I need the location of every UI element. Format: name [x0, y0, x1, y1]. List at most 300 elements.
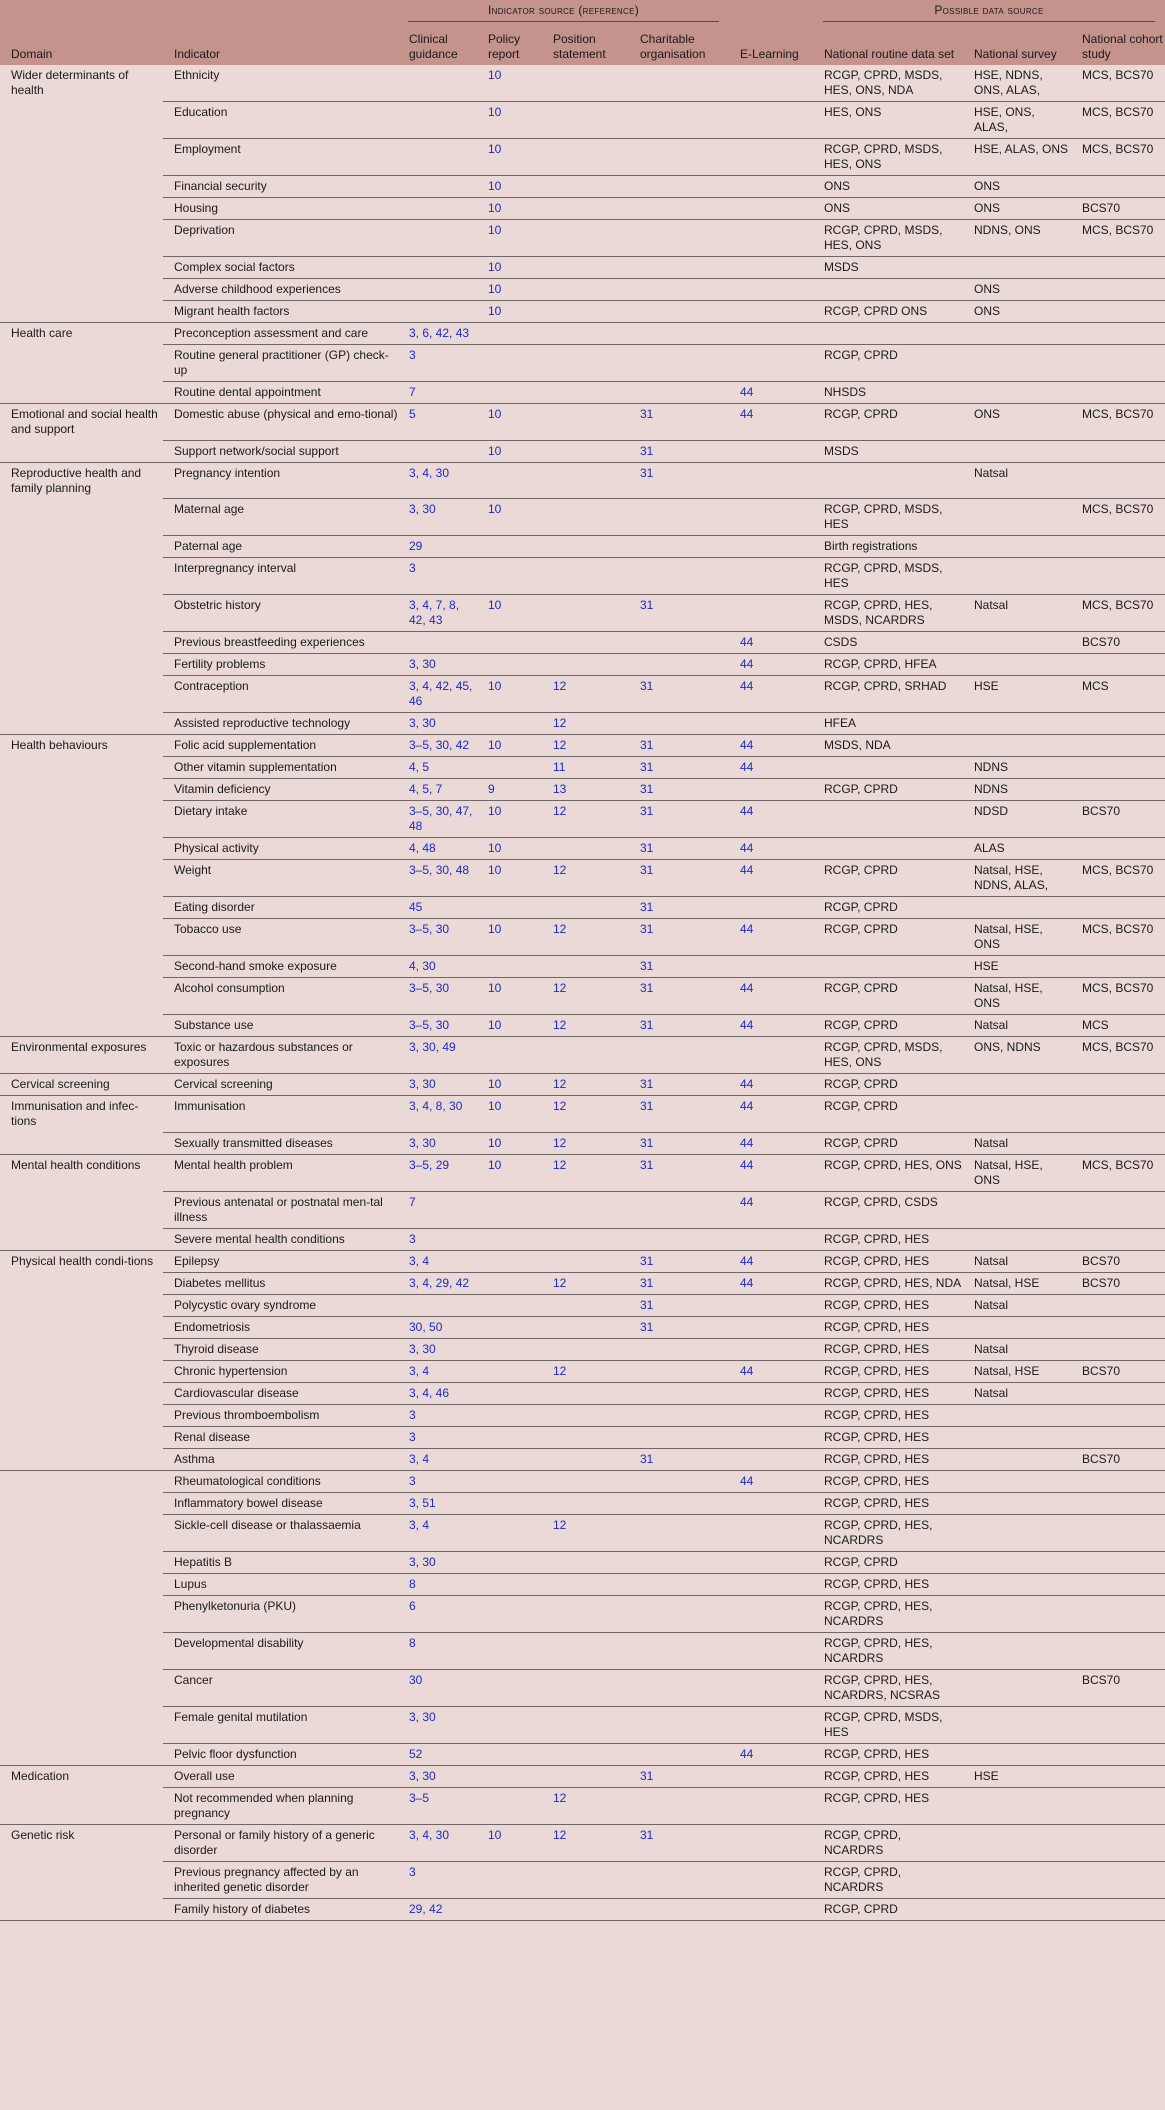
- policy-report-cell: [477, 382, 542, 404]
- domain-cell: [0, 220, 163, 257]
- clinical-guidance-cell: 3, 6, 42, 43: [398, 323, 477, 345]
- clinical-guidance-cell: 45: [398, 897, 477, 919]
- table-row: [0, 919, 1165, 956]
- national-routine-data-cell: RCGP, CPRD, MSDS, HES: [813, 1706, 963, 1743]
- e-learning-cell: [729, 176, 813, 198]
- table-row: [0, 838, 1165, 860]
- charitable-organisation-cell: [629, 1514, 729, 1551]
- e-learning-cell: 44: [729, 1015, 813, 1037]
- e-learning-cell: [729, 1492, 813, 1514]
- national-routine-data-cell: RCGP, CPRD, HES: [813, 1470, 963, 1492]
- charitable-organisation-cell: 31: [629, 1096, 729, 1133]
- domain-cell: [0, 139, 163, 176]
- national-routine-data-cell: RCGP, CPRD, HES, MSDS, NCARDRS: [813, 595, 963, 632]
- clinical-guidance-cell: 4, 48: [398, 838, 477, 860]
- clinical-guidance-cell: 7: [398, 382, 477, 404]
- table-row: [0, 102, 1165, 139]
- position-statement-cell: [542, 1573, 629, 1595]
- indicator-cell: Adverse childhood experiences: [163, 279, 398, 301]
- national-routine-data-cell: RCGP, CPRD, HES: [813, 1228, 963, 1250]
- national-survey-cell: [963, 323, 1071, 345]
- charitable-organisation-cell: 31: [629, 860, 729, 897]
- national-cohort-cell: MCS, BCS70: [1071, 139, 1165, 176]
- national-routine-data-cell: RCGP, CPRD, HES: [813, 1765, 963, 1787]
- charitable-organisation-cell: [629, 1573, 729, 1595]
- charitable-organisation-cell: 31: [629, 404, 729, 441]
- national-routine-data-cell: RCGP, CPRD, HES: [813, 1404, 963, 1426]
- policy-report-cell: [477, 1551, 542, 1573]
- national-survey-cell: Natsal: [963, 1382, 1071, 1404]
- charitable-organisation-cell: 31: [629, 735, 729, 757]
- national-cohort-cell: MCS, BCS70: [1071, 102, 1165, 139]
- indicator-cell: Dietary intake: [163, 801, 398, 838]
- national-survey-cell: Natsal, HSE, NDNS, ALAS,: [963, 860, 1071, 897]
- charitable-organisation-cell: [629, 1706, 729, 1743]
- policy-report-cell: [477, 536, 542, 558]
- domain-cell: [0, 102, 163, 139]
- national-survey-cell: HSE: [963, 956, 1071, 978]
- national-routine-data-cell: ONS: [813, 176, 963, 198]
- clinical-guidance-cell: 3, 30, 49: [398, 1037, 477, 1074]
- table-row: [0, 897, 1165, 919]
- national-cohort-cell: MCS, BCS70: [1071, 499, 1165, 536]
- national-routine-data-cell: RCGP, CPRD, MSDS, HES, ONS: [813, 1037, 963, 1074]
- national-routine-data-cell: RCGP, CPRD, HES: [813, 1294, 963, 1316]
- national-routine-data-cell: RCGP, CPRD, MSDS, HES: [813, 558, 963, 595]
- national-cohort-cell: [1071, 1573, 1165, 1595]
- national-routine-data-cell: RCGP, CPRD, HES: [813, 1360, 963, 1382]
- policy-report-cell: [477, 462, 542, 499]
- domain-cell: [0, 919, 163, 956]
- charitable-organisation-cell: [629, 1404, 729, 1426]
- indicator-cell: Financial security: [163, 176, 398, 198]
- charitable-organisation-cell: 31: [629, 1154, 729, 1191]
- national-cohort-cell: [1071, 1470, 1165, 1492]
- national-cohort-cell: MCS, BCS70: [1071, 65, 1165, 102]
- policy-report-cell: [477, 897, 542, 919]
- charitable-organisation-cell: [629, 1360, 729, 1382]
- policy-report-cell: [477, 1765, 542, 1787]
- national-cohort-cell: [1071, 897, 1165, 919]
- policy-report-cell: 10: [477, 220, 542, 257]
- national-survey-cell: [963, 345, 1071, 382]
- table-row: [0, 1595, 1165, 1632]
- policy-report-cell: [477, 1448, 542, 1470]
- e-learning-cell: [729, 1404, 813, 1426]
- e-learning-cell: [729, 1861, 813, 1898]
- policy-report-cell: 10: [477, 1096, 542, 1133]
- national-routine-data-cell: [813, 757, 963, 779]
- position-statement-cell: 12: [542, 1074, 629, 1096]
- table-row: [0, 1316, 1165, 1338]
- indicator-cell: Routine dental appointment: [163, 382, 398, 404]
- policy-report-cell: [477, 1669, 542, 1706]
- e-learning-cell: [729, 1228, 813, 1250]
- national-routine-data-cell: RCGP, CPRD: [813, 1015, 963, 1037]
- national-routine-data-cell: RCGP, CPRD: [813, 1551, 963, 1573]
- position-statement-cell: [542, 139, 629, 176]
- domain-cell: [0, 897, 163, 919]
- national-routine-data-cell: RCGP, CPRD: [813, 345, 963, 382]
- position-statement-cell: [542, 176, 629, 198]
- charitable-organisation-cell: [629, 1861, 729, 1898]
- domain-cell: [0, 499, 163, 536]
- national-survey-cell: ONS, NDNS: [963, 1037, 1071, 1074]
- domain-cell: [0, 1338, 163, 1360]
- charitable-organisation-cell: [629, 1228, 729, 1250]
- national-routine-data-cell: RCGP, CPRD, HES: [813, 1426, 963, 1448]
- policy-report-cell: 10: [477, 198, 542, 220]
- indicator-cell: Endometriosis: [163, 1316, 398, 1338]
- table-row: [0, 956, 1165, 978]
- national-survey-cell: [963, 1551, 1071, 1573]
- national-survey-cell: [963, 1096, 1071, 1133]
- clinical-guidance-cell: 3, 4: [398, 1250, 477, 1272]
- national-routine-data-cell: RCGP, CPRD, MSDS, HES, ONS: [813, 139, 963, 176]
- position-statement-cell: [542, 956, 629, 978]
- national-cohort-cell: [1071, 382, 1165, 404]
- national-survey-cell: [963, 1595, 1071, 1632]
- e-learning-cell: 44: [729, 654, 813, 676]
- charitable-organisation-cell: 31: [629, 838, 729, 860]
- charitable-organisation-cell: [629, 1382, 729, 1404]
- indicator-cell: Maternal age: [163, 499, 398, 536]
- charitable-organisation-cell: 31: [629, 1294, 729, 1316]
- domain-cell: Cervical screening: [0, 1074, 163, 1096]
- indicator-cell: Severe mental health conditions: [163, 1228, 398, 1250]
- national-survey-cell: [963, 558, 1071, 595]
- national-routine-data-cell: RCGP, CPRD, NCARDRS: [813, 1824, 963, 1861]
- table-row: [0, 595, 1165, 632]
- table-row: [0, 713, 1165, 735]
- e-learning-cell: 44: [729, 1074, 813, 1096]
- charitable-organisation-cell: 31: [629, 440, 729, 462]
- charitable-organisation-cell: 31: [629, 1250, 729, 1272]
- indicator-cell: Pelvic floor dysfunction: [163, 1743, 398, 1765]
- e-learning-cell: [729, 595, 813, 632]
- national-survey-cell: [963, 536, 1071, 558]
- clinical-guidance-cell: 3, 30: [398, 1132, 477, 1154]
- table-row: [0, 382, 1165, 404]
- policy-report-cell: 10: [477, 919, 542, 956]
- position-statement-cell: [542, 1706, 629, 1743]
- national-cohort-cell: [1071, 1096, 1165, 1133]
- domain-cell: [0, 1316, 163, 1338]
- e-learning-cell: 44: [729, 978, 813, 1015]
- charitable-organisation-cell: [629, 713, 729, 735]
- position-statement-cell: 12: [542, 1015, 629, 1037]
- indicator-cell: Contraception: [163, 676, 398, 713]
- charitable-organisation-cell: [629, 220, 729, 257]
- national-routine-data-cell: RCGP, CPRD, HES, NDA: [813, 1272, 963, 1294]
- charitable-organisation-cell: [629, 1191, 729, 1228]
- national-cohort-cell: BCS70: [1071, 1250, 1165, 1272]
- clinical-guidance-cell: [398, 440, 477, 462]
- national-survey-cell: [963, 1426, 1071, 1448]
- domain-cell: [0, 676, 163, 713]
- e-learning-cell: [729, 1824, 813, 1861]
- domain-cell: Genetic risk: [11, 1827, 75, 1842]
- national-survey-cell: [963, 897, 1071, 919]
- domain-cell: [0, 1787, 163, 1824]
- national-cohort-cell: [1071, 301, 1165, 323]
- clinical-guidance-cell: 3–5, 29: [398, 1154, 477, 1191]
- table-row: [0, 279, 1165, 301]
- domain-cell: [0, 1743, 163, 1765]
- policy-report-cell: 10: [477, 1074, 542, 1096]
- national-routine-data-cell: RCGP, CPRD, HES, NCARDRS: [813, 1514, 963, 1551]
- clinical-guidance-cell: [398, 301, 477, 323]
- table-row: [0, 676, 1165, 713]
- national-survey-cell: [963, 1743, 1071, 1765]
- policy-report-cell: 10: [477, 65, 542, 102]
- clinical-guidance-cell: 3–5: [398, 1787, 477, 1824]
- e-learning-cell: [729, 1632, 813, 1669]
- clinical-guidance-cell: 3, 4, 30: [398, 1824, 477, 1861]
- e-learning-cell: 44: [729, 1360, 813, 1382]
- table-row: [0, 65, 1165, 102]
- indicator-cell: Assisted reproductive technology: [163, 713, 398, 735]
- policy-report-cell: 10: [477, 676, 542, 713]
- national-routine-data-cell: RCGP, CPRD: [813, 1096, 963, 1133]
- domain-cell: Emotional and social health and support: [11, 407, 158, 436]
- e-learning-cell: [729, 1037, 813, 1074]
- position-statement-cell: 12: [542, 1824, 629, 1861]
- indicator-cell: Sickle-cell disease or thalassaemia: [163, 1514, 398, 1551]
- national-cohort-cell: [1071, 1338, 1165, 1360]
- domain-cell: [0, 779, 163, 801]
- table-row: [0, 323, 1165, 345]
- indicator-cell: Mental health problem: [163, 1154, 398, 1191]
- position-statement-cell: [542, 1338, 629, 1360]
- charitable-organisation-cell: [629, 345, 729, 382]
- indicator-cell: Previous pregnancy affected by an inherited genetic disorder: [163, 1861, 398, 1898]
- national-cohort-cell: [1071, 440, 1165, 462]
- col-header-e-learning: E-Learning: [740, 47, 799, 61]
- e-learning-cell: [729, 956, 813, 978]
- indicator-cell: Support network/social support: [163, 440, 398, 462]
- national-cohort-cell: MCS: [1071, 676, 1165, 713]
- national-cohort-cell: [1071, 1632, 1165, 1669]
- e-learning-cell: [729, 779, 813, 801]
- national-survey-cell: [963, 440, 1071, 462]
- clinical-guidance-cell: 4, 5: [398, 757, 477, 779]
- national-routine-data-cell: RCGP, CPRD ONS: [813, 301, 963, 323]
- clinical-guidance-cell: [398, 176, 477, 198]
- policy-report-cell: 10: [477, 595, 542, 632]
- table-row: [0, 1787, 1165, 1824]
- indicator-cell: Previous thromboembolism: [163, 1404, 398, 1426]
- clinical-guidance-cell: 3: [398, 1228, 477, 1250]
- domain-cell: [0, 595, 163, 632]
- position-statement-cell: 12: [542, 801, 629, 838]
- clinical-guidance-cell: 5: [398, 404, 477, 441]
- national-routine-data-cell: RCGP, CPRD, HES, NCARDRS: [813, 1632, 963, 1669]
- national-survey-cell: HSE, ALAS, ONS: [963, 139, 1071, 176]
- indicator-cell: Phenylketonuria (PKU): [163, 1595, 398, 1632]
- policy-report-cell: [477, 1743, 542, 1765]
- national-routine-data-cell: MSDS, NDA: [813, 735, 963, 757]
- position-statement-cell: [542, 301, 629, 323]
- position-statement-cell: [542, 632, 629, 654]
- national-routine-data-cell: RCGP, CPRD, MSDS, HES, ONS: [813, 220, 963, 257]
- position-statement-cell: [542, 1382, 629, 1404]
- national-survey-cell: [963, 1228, 1071, 1250]
- clinical-guidance-cell: 3, 30: [398, 713, 477, 735]
- policy-report-cell: 10: [477, 176, 542, 198]
- national-cohort-cell: [1071, 1861, 1165, 1898]
- charitable-organisation-cell: 31: [629, 897, 729, 919]
- charitable-organisation-cell: 31: [629, 1824, 729, 1861]
- position-statement-cell: [542, 1250, 629, 1272]
- policy-report-cell: [477, 323, 542, 345]
- national-cohort-cell: [1071, 279, 1165, 301]
- domain-cell: [0, 1470, 163, 1492]
- position-statement-cell: [542, 1470, 629, 1492]
- policy-report-cell: 10: [477, 1132, 542, 1154]
- national-cohort-cell: [1071, 654, 1165, 676]
- e-learning-cell: [729, 1294, 813, 1316]
- clinical-guidance-cell: 3–5, 30: [398, 1015, 477, 1037]
- table-row: [0, 654, 1165, 676]
- charitable-organisation-cell: 31: [629, 462, 729, 499]
- clinical-guidance-cell: 3, 30: [398, 654, 477, 676]
- table-row: [0, 1824, 1165, 1861]
- domain-cell: [0, 1595, 163, 1632]
- policy-report-cell: 10: [477, 860, 542, 897]
- national-routine-data-cell: HES, ONS: [813, 102, 963, 139]
- domain-cell: Physical health condi-tions: [11, 1253, 154, 1268]
- charitable-organisation-cell: [629, 1551, 729, 1573]
- position-statement-cell: [542, 65, 629, 102]
- e-learning-cell: [729, 1426, 813, 1448]
- col-header-position-statement: Position statement: [553, 32, 606, 61]
- position-statement-cell: [542, 1294, 629, 1316]
- charitable-organisation-cell: [629, 536, 729, 558]
- national-routine-data-cell: RCGP, CPRD, MSDS, HES: [813, 499, 963, 536]
- national-survey-cell: HSE: [963, 1765, 1071, 1787]
- national-survey-cell: NDSD: [963, 801, 1071, 838]
- clinical-guidance-cell: 3, 4, 30: [398, 462, 477, 499]
- national-cohort-cell: [1071, 735, 1165, 757]
- clinical-guidance-cell: 8: [398, 1573, 477, 1595]
- indicator-cell: Diabetes mellitus: [163, 1272, 398, 1294]
- indicator-cell: Complex social factors: [163, 257, 398, 279]
- table-row: [0, 1514, 1165, 1551]
- indicator-cell: Weight: [163, 860, 398, 897]
- policy-report-cell: 10: [477, 838, 542, 860]
- policy-report-cell: 10: [477, 1824, 542, 1861]
- table-row: [0, 1096, 1165, 1133]
- table-header: [0, 0, 1165, 65]
- policy-report-cell: [477, 1228, 542, 1250]
- position-statement-cell: [542, 1191, 629, 1228]
- domain-cell: [0, 1272, 163, 1294]
- national-survey-cell: [963, 735, 1071, 757]
- table-row: [0, 632, 1165, 654]
- charitable-organisation-cell: [629, 176, 729, 198]
- national-routine-data-cell: [813, 801, 963, 838]
- domain-cell: [0, 1573, 163, 1595]
- charitable-organisation-cell: 31: [629, 978, 729, 1015]
- national-survey-cell: [963, 1470, 1071, 1492]
- national-survey-cell: ONS: [963, 176, 1071, 198]
- position-statement-cell: 12: [542, 978, 629, 1015]
- policy-report-cell: [477, 1514, 542, 1551]
- charitable-organisation-cell: [629, 654, 729, 676]
- domain-cell: [0, 558, 163, 595]
- indicator-cell: Routine general practitioner (GP) check-up: [163, 345, 398, 382]
- charitable-organisation-cell: 31: [629, 801, 729, 838]
- charitable-organisation-cell: [629, 1595, 729, 1632]
- table-row: [0, 978, 1165, 1015]
- table-row: [0, 176, 1165, 198]
- national-routine-data-cell: Birth registrations: [813, 536, 963, 558]
- table-row: [0, 404, 1165, 441]
- clinical-guidance-cell: [398, 1294, 477, 1316]
- col-header-national-cohort-study: National cohort study: [1082, 32, 1163, 61]
- position-statement-cell: [542, 1426, 629, 1448]
- position-statement-cell: [542, 499, 629, 536]
- national-survey-cell: ONS: [963, 301, 1071, 323]
- clinical-guidance-cell: 3–5, 30, 47, 48: [398, 801, 477, 838]
- national-cohort-cell: [1071, 1426, 1165, 1448]
- domain-cell: [0, 1191, 163, 1228]
- indicator-cell: Education: [163, 102, 398, 139]
- table-row: [0, 860, 1165, 897]
- position-statement-cell: [542, 404, 629, 441]
- clinical-guidance-cell: 29: [398, 536, 477, 558]
- national-cohort-cell: MCS, BCS70: [1071, 595, 1165, 632]
- policy-report-cell: 10: [477, 801, 542, 838]
- national-survey-cell: Natsal: [963, 1294, 1071, 1316]
- position-statement-cell: 12: [542, 1514, 629, 1551]
- national-routine-data-cell: RCGP, CPRD: [813, 1074, 963, 1096]
- policy-report-cell: [477, 1037, 542, 1074]
- national-cohort-cell: [1071, 558, 1165, 595]
- domain-cell: [0, 382, 163, 404]
- indicator-cell: Alcohol consumption: [163, 978, 398, 1015]
- national-routine-data-cell: RCGP, CPRD, NCARDRS: [813, 1861, 963, 1898]
- indicator-cell: Vitamin deficiency: [163, 779, 398, 801]
- indicator-cell: Cardiovascular disease: [163, 1382, 398, 1404]
- national-survey-cell: ALAS: [963, 838, 1071, 860]
- national-survey-cell: [963, 382, 1071, 404]
- table-row: [0, 198, 1165, 220]
- national-survey-cell: Natsal: [963, 1132, 1071, 1154]
- col-header-domain: Domain: [11, 47, 53, 61]
- position-statement-cell: [542, 1861, 629, 1898]
- table-row: [0, 301, 1165, 323]
- policy-report-cell: [477, 1573, 542, 1595]
- policy-report-cell: [477, 632, 542, 654]
- table-row: [0, 779, 1165, 801]
- national-survey-cell: [963, 632, 1071, 654]
- national-cohort-cell: [1071, 462, 1165, 499]
- col-header-indicator: Indicator: [174, 47, 221, 61]
- indicator-cell: Interpregnancy interval: [163, 558, 398, 595]
- domain-cell: [0, 176, 163, 198]
- clinical-guidance-cell: 3, 4: [398, 1514, 477, 1551]
- national-survey-cell: Natsal: [963, 1250, 1071, 1272]
- policy-report-cell: [477, 1861, 542, 1898]
- national-survey-cell: Natsal, HSE, ONS: [963, 1154, 1071, 1191]
- position-statement-cell: 12: [542, 919, 629, 956]
- policy-report-cell: 10: [477, 404, 542, 441]
- national-cohort-cell: [1071, 257, 1165, 279]
- e-learning-cell: [729, 279, 813, 301]
- e-learning-cell: [729, 139, 813, 176]
